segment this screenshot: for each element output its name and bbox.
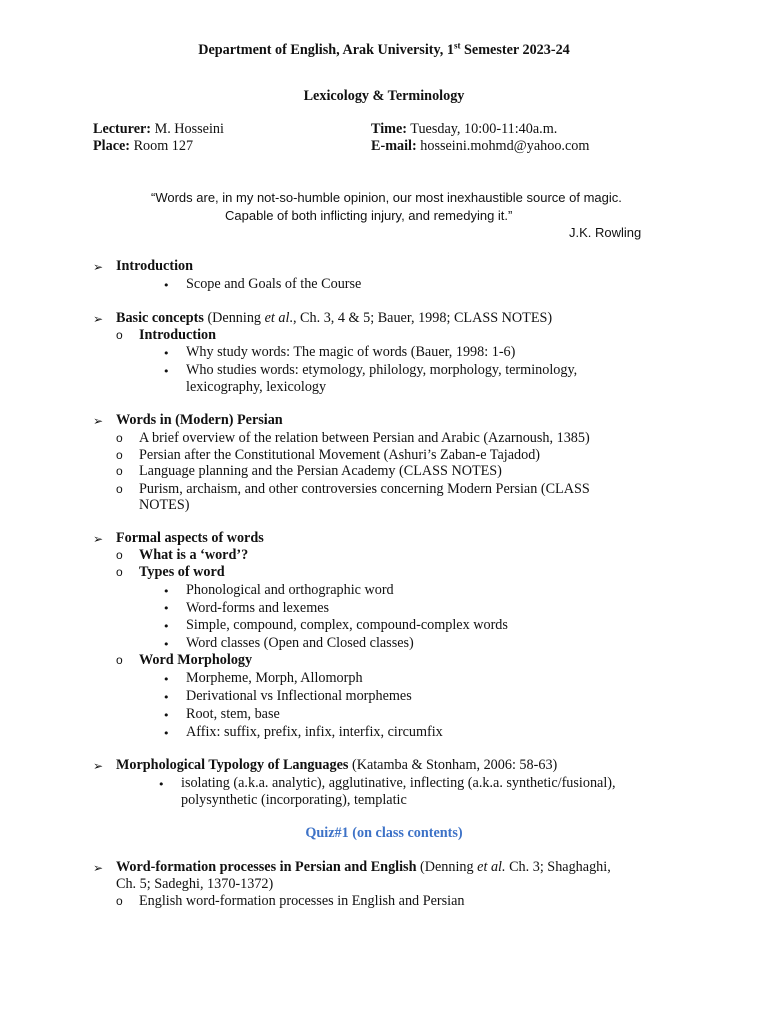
basic-item-who-2: lexicography, lexicology (186, 379, 327, 395)
bullet-icon: • (163, 602, 170, 615)
section-typology: Morphological Typology of Languages (Katamba & Stonham, 2006: 58-63) (116, 757, 558, 773)
typology-item-2: polysynthetic (incorporating), templatic (181, 792, 407, 808)
bullet-icon: • (163, 727, 170, 740)
types-item-3: Simple, compound, complex, compound-complex words (186, 617, 508, 633)
persian-item-4-2: NOTES) (139, 497, 190, 513)
formal-what-is-word: What is a ‘word’? (139, 547, 249, 563)
circle-bullet-icon: o (116, 653, 123, 667)
section-formal: Formal aspects of words (116, 530, 264, 546)
persian-item-2: Persian after the Constitutional Movement (Ashuri’s Zaban-e Tajadod) (139, 447, 541, 463)
basic-sub-introduction: Introduction (139, 327, 216, 343)
circle-bullet-icon: o (116, 565, 123, 579)
section-basic-concepts: Basic concepts (Denning et al., Ch. 3, 4 & 5; Bauer, 1998; CLASS NOTES) (116, 310, 553, 326)
morph-item-2: Derivational vs Inflectional morphemes (186, 688, 412, 704)
formal-types-of-word: Types of word (139, 564, 225, 580)
types-item-4: Word classes (Open and Closed classes) (186, 635, 414, 651)
section-persian: Words in (Modern) Persian (116, 412, 283, 428)
email-line: E-mail: hosseini.mohmd@yahoo.com (371, 138, 590, 154)
persian-item-4-1: Purism, archaism, and other controversies concerning Modern Persian (CLASS (139, 481, 590, 497)
types-item-2: Word-forms and lexemes (186, 600, 330, 616)
section-introduction: Introduction (116, 258, 193, 274)
bullet-icon: • (163, 691, 170, 704)
circle-bullet-icon: o (116, 894, 123, 908)
word-formation-ref-line-2: Ch. 5; Sadeghi, 1370-1372) (116, 876, 274, 892)
place-line: Place: Room 127 (93, 138, 194, 154)
bullet-icon: • (163, 638, 170, 651)
circle-bullet-icon: o (116, 448, 123, 462)
arrow-bullet-icon: ➢ (93, 759, 104, 773)
circle-bullet-icon: o (116, 431, 123, 445)
bullet-icon: • (163, 279, 170, 292)
department-heading: Department of English, Arak University, 1st Semester 2023-24 (198, 40, 570, 58)
bullet-icon: • (163, 620, 170, 633)
morph-item-4: Affix: suffix, prefix, infix, interfix, circumfix (186, 724, 443, 740)
word-formation-item-1: English word-formation processes in English and Persian (139, 893, 465, 909)
arrow-bullet-icon: ➢ (93, 260, 104, 274)
bullet-icon: • (163, 585, 170, 598)
bullet-icon: • (163, 709, 170, 722)
morph-item-1: Morpheme, Morph, Allomorph (186, 670, 363, 686)
quote-author: J.K. Rowling (569, 225, 642, 240)
basic-item-why: Why study words: The magic of words (Bauer, 1998: 1-6) (186, 344, 516, 360)
quote-line-2: Capable of both inflicting injury, and remedying it.” (225, 208, 513, 223)
arrow-bullet-icon: ➢ (93, 861, 104, 875)
course-title: Lexicology & Terminology (303, 88, 465, 104)
circle-bullet-icon: o (116, 464, 123, 478)
arrow-bullet-icon: ➢ (93, 414, 104, 428)
types-item-1: Phonological and orthographic word (186, 582, 394, 598)
intro-item-scope: Scope and Goals of the Course (186, 276, 362, 292)
time-line: Time: Tuesday, 10:00-11:40a.m. (371, 121, 558, 137)
bullet-icon: • (163, 347, 170, 360)
formal-word-morphology: Word Morphology (139, 652, 253, 668)
section-word-formation: Word-formation processes in Persian and English (Denning et al. Ch. 3; Shaghaghi, (116, 859, 611, 875)
arrow-bullet-icon: ➢ (93, 532, 104, 546)
circle-bullet-icon: o (116, 548, 123, 562)
circle-bullet-icon: o (116, 328, 123, 342)
bullet-icon: • (163, 673, 170, 686)
lecturer-line: Lecturer: M. Hosseini (93, 121, 224, 137)
basic-item-who-1: Who studies words: etymology, philology, morphology, terminology, (186, 362, 578, 378)
typology-item-1: isolating (a.k.a. analytic), agglutinative, inflecting (a.k.a. synthetic/fusional), (181, 775, 616, 791)
bullet-icon: • (158, 778, 165, 791)
arrow-bullet-icon: ➢ (93, 312, 104, 326)
quiz-heading: Quiz#1 (on class contents) (305, 825, 463, 841)
quote-line-1: “Words are, in my not-so-humble opinion, our most inexhaustible source of magic. (151, 190, 622, 205)
persian-item-3: Language planning and the Persian Academy (CLASS NOTES) (139, 463, 502, 479)
circle-bullet-icon: o (116, 482, 123, 496)
persian-item-1: A brief overview of the relation between Persian and Arabic (Azarnoush, 1385) (139, 430, 590, 446)
morph-item-3: Root, stem, base (186, 706, 280, 722)
bullet-icon: • (163, 365, 170, 378)
